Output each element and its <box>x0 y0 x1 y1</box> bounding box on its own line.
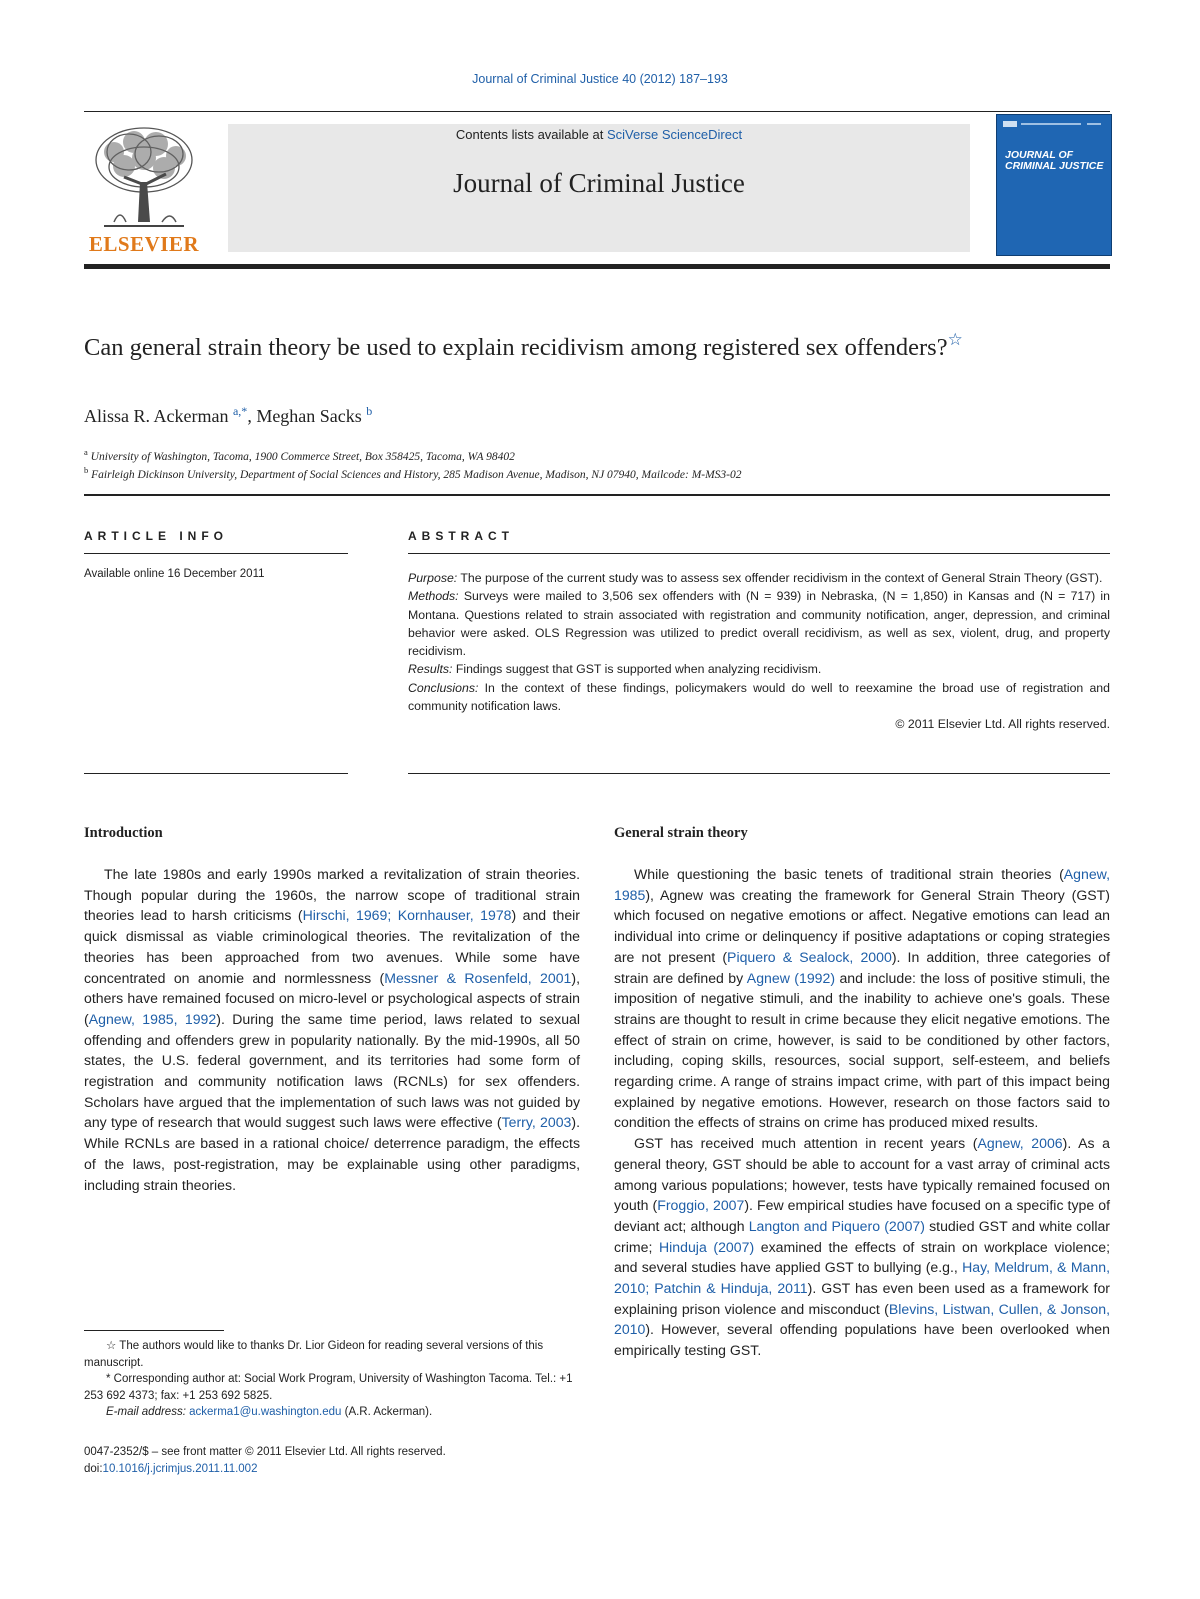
citation-froggio-2007[interactable]: Froggio, 2007 <box>657 1197 745 1214</box>
gst-p2-text-5: examined the effects of strain on workplace violence; and several studies have applied GST to bullying (e.g., <box>614 1238 1110 1276</box>
abstract-purpose <box>408 569 1110 587</box>
journal-reference-link[interactable]: Journal of Criminal Justice 40 (2012) 187–193 <box>472 72 728 86</box>
journal-title[interactable]: Journal of Criminal Justice <box>453 168 745 198</box>
citation-messner-rosenfeld[interactable]: Messner & Rosenfeld, 2001 <box>384 969 572 986</box>
cover-title: JOURNAL OF CRIMINAL JUSTICE <box>1005 149 1104 172</box>
introduction-heading: Introduction <box>84 825 163 841</box>
journal-cover-thumbnail[interactable] <box>996 114 1112 256</box>
email-label: E-mail address: <box>106 1406 186 1418</box>
available-online-date: Available online 16 December 2011 <box>84 568 265 580</box>
introduction-paragraph <box>84 864 580 1195</box>
gst-p2-text-1: GST has received much attention in recent years ( <box>634 1135 978 1152</box>
affiliation-a-text: University of Washington, Tacoma, 1900 Commerce Street, Box 358425, Tacoma, WA 98402 <box>90 450 515 463</box>
results-text: Findings suggest that GST is supported when analyzing recidivism. <box>452 662 822 677</box>
footnote-star-text: The authors would like to thanks Dr. Lior Gideon for reading several versions of this manuscript. <box>84 1340 544 1369</box>
intro-text-1: The late 1980s and early 1990s marked a revitalization of strain theories. Though popular during the 1960s, the narrow scope of traditional strain theories lead to harsh criticisms ( <box>84 866 580 924</box>
intro-text-2: ) and their quick dismissal as viable criminological theories. The revitalization of the theories has been approached from two avenues. While some have concentrated on anomie and normlessness ( <box>84 907 580 986</box>
title-footnote-mark[interactable]: ☆ <box>947 330 963 349</box>
contents-prefix: Contents lists available at <box>455 127 607 142</box>
gst-p2-text-4: studied GST and white collar crime; <box>614 1217 1110 1255</box>
methods-label: Methods: <box>408 589 459 604</box>
citation-hirschi-kornhauser[interactable]: Hirschi, 1969; Kornhauser, 1978 <box>302 907 512 924</box>
intro-text-5: ). While RCNLs are based in a rational choice/ deterrence paradigm, the effects of the laws, post-registration, may be explainable using other paradigms, including strain theories. <box>84 1114 580 1193</box>
author-ackerman[interactable]: Alissa R. Ackerman <box>84 406 229 426</box>
affiliation-b-text: Fairleigh Dickinson University, Department of Social Sciences and History, 285 Madison Avenue, Madison, NJ 07940, Mailcode: M-MS3-02 <box>91 468 742 481</box>
citation-agnew-2006[interactable]: Agnew, 2006 <box>977 1135 1063 1152</box>
methods-text: Surveys were mailed to 3,506 sex offenders with (N = 939) in Nebraska, (N = 1,850) in Kansas and (N = 717) in Montana. Questions related to strain associated with registration and community notification, anger, depression, and criminal behavior were asked. OLS Regression was utilized to predict overall recidivism, as well as sex, violent, drug, and property recidivism. <box>408 589 1110 659</box>
author-list <box>84 404 372 427</box>
journal-header-box <box>228 124 970 252</box>
sciencedirect-link[interactable]: SciVerse ScienceDirect <box>606 127 743 142</box>
article-title <box>84 324 1094 363</box>
citation-agnew-1985[interactable]: Agnew, 1985 <box>614 866 1110 903</box>
gst-paragraph-2 <box>614 1133 1110 1361</box>
abstract-body <box>408 569 1110 734</box>
article-info-rule <box>84 553 348 554</box>
gst-p1-text-1: While questioning the basic tenets of traditional strain theories ( <box>634 866 1064 882</box>
abstract-results <box>408 660 1110 678</box>
citation-hinduja-2007[interactable]: Hinduja (2007) <box>658 1238 755 1255</box>
citation-blevins-2010[interactable]: Blevins, Listwan, Cullen, & Jonson, 2010 <box>614 1300 1110 1338</box>
abstract-heading: ABSTRACT <box>408 529 514 543</box>
issn-line: 0047-2352/$ – see front matter © 2011 Elsevier Ltd. All rights reserved. <box>84 1446 446 1458</box>
citation-agnew-1992[interactable]: Agnew (1992) <box>746 969 836 986</box>
purpose-text: The purpose of the current study was to assess sex offender recidivism in the context of General Strain Theory (GST). <box>457 571 1103 585</box>
author-sacks-marks[interactable]: b <box>366 404 373 418</box>
general-strain-theory-body <box>614 864 1110 1361</box>
header-top-rule <box>84 111 1110 112</box>
article-info-heading: ARTICLE INFO <box>84 529 228 543</box>
gst-p2-text-6: ). GST has even been used as a framework for explaining prison violence and misconduct ( <box>614 1280 1110 1317</box>
footnote-star-mark: ☆ <box>106 1340 117 1352</box>
citation-hay-patchin[interactable]: Hay, Meldrum, & Mann, 2010; Patchin & Hinduja, 2011 <box>614 1259 1110 1297</box>
elsevier-wordmark: ELSEVIER <box>88 232 200 256</box>
gst-p1-text-3: ). In addition, three categories of strain are defined by <box>614 948 1110 986</box>
gst-p1-text-2: ), Agnew was creating the framework for General Strain Theory (GST) which focused on negative emotions or affect. Negative emotions can lead an individual into crime or delinquency if positive adaptations or coping strategies are not present ( <box>614 886 1110 965</box>
header-bottom-rule <box>84 264 1110 269</box>
footnote-corr-text: Corresponding author at: Social Work Program, University of Washington Tacoma. Tel.: +1 253 692 4373; fax: +1 253 692 5825. <box>84 1373 573 1402</box>
affiliation-b-mark: b <box>84 465 89 475</box>
doi-prefix: doi: <box>84 1462 103 1475</box>
abstract-methods <box>408 587 1110 660</box>
doi-line <box>84 1461 584 1478</box>
journal-reference[interactable] <box>0 72 1200 86</box>
footnote-corresponding <box>84 1371 584 1404</box>
article-title-text: Can general strain theory be used to explain recidivism among registered sex offenders? <box>84 334 948 361</box>
abstract-conclusions <box>408 679 1110 716</box>
footnote-star <box>84 1338 584 1371</box>
gst-p2-text-3: ). Few empirical studies have focused on a specific type of deviant act; although <box>614 1197 1110 1234</box>
intro-text-3: ), others have remained focused on micro-level or psychological aspects of strain ( <box>84 969 581 1027</box>
contents-line <box>228 127 970 142</box>
abstract-bottom-rule <box>408 773 1110 774</box>
affiliation-a-mark: a <box>84 447 88 457</box>
introduction-body <box>84 864 580 1195</box>
conclusions-text: In the context of these findings, policymakers would do well to reexamine the broad use of registration and community notification laws. <box>408 680 1110 714</box>
email-suffix: (A.R. Ackerman). <box>341 1406 433 1418</box>
intro-text-4: ). During the same time period, laws related to sexual offending and offenders grew in popularity nationally. By the mid-1990s, all 50 states, the U.S. federal government, and its territories had some form of registration and community notification laws (RCNLs) for sex offenders. Scholars have argued that the implementation of such laws was not guided by any type of research that would suggest such laws were effective ( <box>84 1010 580 1131</box>
citation-langton-piquero[interactable]: Langton and Piquero (2007) <box>748 1217 925 1234</box>
gst-paragraph-1 <box>614 864 1110 1133</box>
author-sacks[interactable]: Meghan Sacks <box>256 406 362 426</box>
author-email-link[interactable]: ackerma1@u.washington.edu <box>189 1406 342 1418</box>
footnote-rule <box>84 1330 224 1331</box>
affiliation-b <box>84 465 742 481</box>
conclusions-label: Conclusions: <box>408 680 479 695</box>
footnote-corr-mark: * <box>106 1373 111 1385</box>
results-label: Results: <box>408 662 453 677</box>
abstract-rule <box>408 553 1110 554</box>
gst-p2-text-2: ). As a general theory, GST should be able to account for a vast array of criminal acts among various populations; however, tests have typically remained focused on youth ( <box>614 1135 1110 1214</box>
elsevier-tree-icon <box>84 122 204 234</box>
footnote-email <box>84 1404 584 1421</box>
author-ackerman-marks[interactable]: a,* <box>232 404 248 418</box>
affiliation-a <box>84 447 515 463</box>
footnotes <box>84 1338 584 1421</box>
purpose-label: Purpose: <box>408 571 458 585</box>
article-info-bottom-rule <box>84 773 348 774</box>
doi-link[interactable]: 10.1016/j.jcrimjus.2011.11.002 <box>102 1462 258 1475</box>
citation-agnew-1985-1992[interactable]: Agnew, 1985, 1992 <box>88 1010 217 1027</box>
gst-p2-text-7: ). However, several offending populations have been overlooked when empirically testing GST. <box>614 1321 1110 1359</box>
citation-terry-2003[interactable]: Terry, 2003 <box>501 1114 572 1131</box>
author-separator: , <box>247 406 257 426</box>
cover-header-strip <box>1003 119 1103 129</box>
issn-block <box>84 1444 584 1477</box>
gst-p1-text-4: and include: the loss of positive stimuli, the imposition of negative stimuli, and the inability to achieve one's goals. These strains are thought to result in crime because they elicit negative emotions. The effect of strain on crime, however, is said to be conditioned by other factors, including, coping skills, resources, social support, self-esteem, and beliefs regarding crime. A range of strains impact crime, with part of this impact being explained by negative emotions. However, research on those factors said to condition the effects of strains on crime has produced mixed results. <box>614 969 1111 1131</box>
general-strain-theory-heading: General strain theory <box>614 825 748 841</box>
abstract-copyright: © 2011 Elsevier Ltd. All rights reserved. <box>895 717 1110 732</box>
citation-piquero-sealock[interactable]: Piquero & Sealock, 2000 <box>727 948 892 965</box>
affiliation-rule <box>84 494 1110 496</box>
